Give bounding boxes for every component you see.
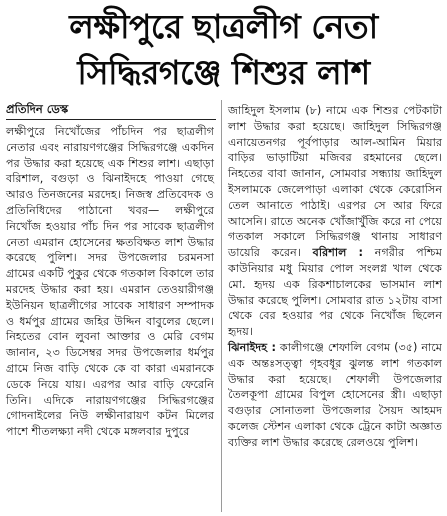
article-left-column [6,124,214,440]
barishal-label: বরিশাল : [312,246,364,260]
headline-line-2: সিদ্ধিরগঞ্জে শিশুর লাশ [77,53,370,92]
barishal-text: নগরীর পশ্চিম কাউনিয়ার মধু মিয়ার পোল সংলগ্ন খাল থেকে মো. হৃদয় এক রিকশাচালকের ভাসমান লাশ উদ্ধার করেছে পুলিশ। সোমবার রাত ১২টায় বাসা থেকে বের হওয়ার পর থেকে নিখোঁজ ছিলেন হৃদয়। [228,246,442,339]
headline-line-1: লক্ষীপুরে ছাত্রলীগ নেতা [69,7,378,46]
column-divider [221,100,222,512]
jhenaidah-text: কালীগঞ্জে শেফালি বেগম (৩৫) নামে এক অন্তঃসত্ত্বা গৃহবধূর ঝুলন্ত লাশ গতকাল উদ্ধার করা হয়েছে। শেফালী উপজেলার তৈলকূপা গ্রামের বিপুল হোসেনের স্ত্রী। এছাড়া বগুড়ার সোনাতলা উপজেলার সৈয়দ আহমদ কলেজ স্টেশন এলাকা থেকে ট্রেনে কাটা অজ্ঞাত ব্যক্তির লাশ উদ্ধার করেছে রেলওয়ে পুলিশ। [228,340,442,449]
article-right-column [228,103,442,451]
byline-underline [6,119,216,120]
byline: প্রতিদিন ডেস্ক [6,102,69,116]
jhenaidah-label: ঝিনাইদহ : [228,340,276,354]
headline [0,4,447,96]
right-paragraph-sidhirganj [228,103,442,340]
left-paragraph: লক্ষীপুরে নিখোঁজের পাঁচদিন পর ছাত্রলীগ নেতার এবং নারায়ণগঞ্জের সিদ্ধিরগঞ্জে একদিন পর উদ্ধার করা হয়েছে এক শিশুর লাশ। এছাড়া বরিশাল, বগুড়া ও ঝিনাইদহে পাওয়া গেছে আরও তিনজনের মরদেহ। নিজস্ব প্রতিবেদক ও প্রতিনিধিদের পাঠানো খবর— লক্ষীপুরে নিখোঁজ হওয়ার পাঁচ দিন পর সাবেক ছাত্রলীগ নেতা এমরান হোসেনের ক্ষতবিক্ষত লাশ উদ্ধার করেছে পুলিশ। সদর উপজেলার চরমনসা গ্রামের একটি পুকুর থেকে গতকাল বিকালে তার মরদেহ উদ্ধার করা হয়। এমরান তেওয়ারীগঞ্জ ইউনিয়ন ছাত্রলীগের সাবেক সাধারণ সম্পাদক ও ধর্মপুর গ্রামের জহির উদ্দিন বাবুলের ছেলে। নিহতের বোন লুবনা আক্তার ও মেরি বেগম জানান, ২৩ ডিসেম্বর সদর উপজেলার ধর্মপুর গ্রামে নিজ বাড়ি থেকে কে বা কারা এমরানকে ডেকে নিয়ে যায়। এরপর আর বাড়ি ফেরেনি তিনি। এদিকে নারায়ণগঞ্জের সিদ্ধিরগঞ্জের গোদনাইলের নিউ লক্ষীনারায়ণ কটন মিলের পাশে শীতলক্ষ্যা নদী থেকে মঙ্গলবার দুপুরে [6,125,214,439]
sidhirganj-text: জাহিদুল ইসলাম (৮) নামে এক শিশুর পেটকাটা লাশ উদ্ধার করা হয়েছে। জাহিদুল সিদ্ধিরগঞ্জ এনায়েতনগর পূর্বপাড়ার আল-আমিন মিয়ার বাড়ির ভাড়াটিয়া মজিবর রহমানের ছেলে। নিহতের বাবা জানান, সোমবার সন্ধ্যায় জাহিদুল ইসলামকে জেলেপাড়া এলাকা থেকে কেরোসিন তেল আনাতে পাঠাই। এরপর সে আর ফিরে আসেনি। রাতে অনেক খোঁজাখুঁজি করে না পেয়ে গতকাল সকালে সিদ্ধিরগঞ্জ থানায় সাধারণ ডায়েরি করেন। [228,104,442,260]
right-paragraph-jhenaidah [228,340,442,451]
